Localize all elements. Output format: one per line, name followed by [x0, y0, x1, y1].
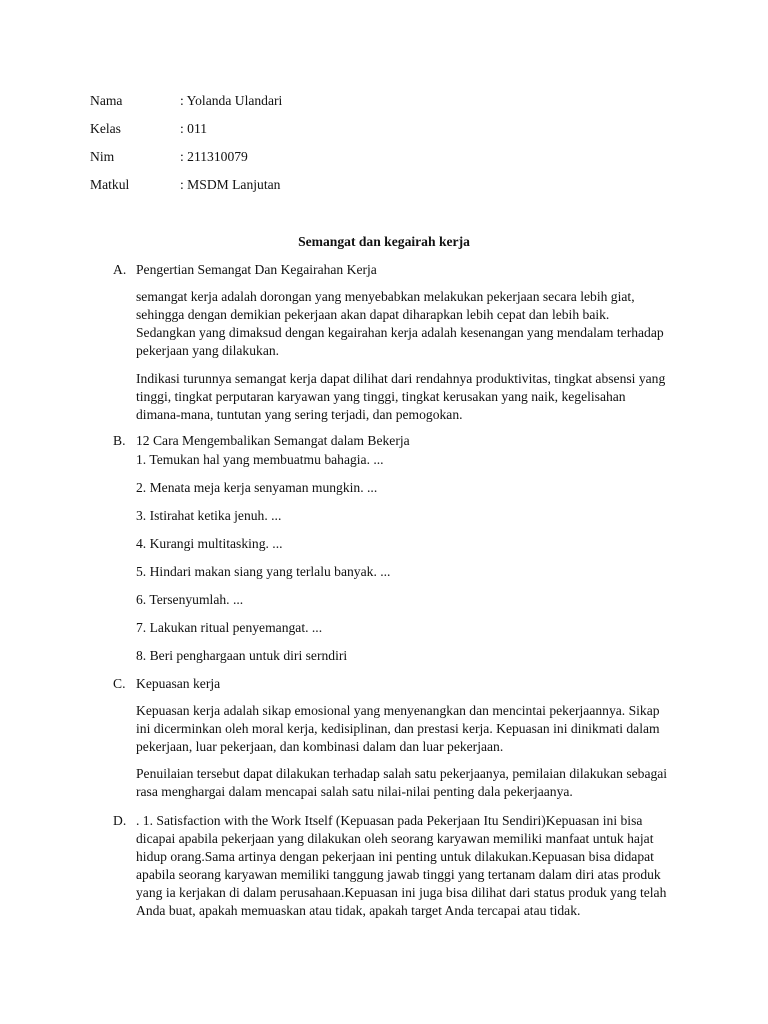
- section-b-letter: B.: [113, 433, 126, 448]
- list-item: 8. Beri penghargaan untuk diri serndiri: [136, 648, 348, 663]
- text-line: sehingga dengan demikian pekerjaan akan dapat diharapkan lebih cepat dan lebih baik.: [136, 307, 610, 322]
- text-line: pekerjaan, luar pekerjaan, dan kombinasi dalam dan luar pekerjaan.: [136, 739, 504, 754]
- list-item: 2. Menata meja kerja senyaman mungkin. ...: [136, 480, 378, 495]
- text-line: pekerjaan yang dilakukan.: [136, 343, 280, 358]
- section-d-letter: D.: [113, 813, 127, 828]
- section-a-paragraph-1: [136, 288, 676, 360]
- section-c-paragraph-2: [136, 765, 676, 801]
- text-line: hidup orang.Sama artinya dengan pekerjaan ini penting untuk dilakukan.Kepuasan bisa didapat: [136, 849, 654, 864]
- text-line: Sedangkan yang dimaksud dengan kegairahan kerja adalah kesenangan yang mendalam terhadap: [136, 325, 664, 340]
- section-a-heading: Pengertian Semangat Dan Kegairahan Kerja: [136, 262, 377, 277]
- text-line: . 1. Satisfaction with the Work Itself (Kepuasan pada Pekerjaan Itu Sendiri)Kepuasan ini bisa: [136, 813, 643, 828]
- info-value: : 211310079: [180, 149, 248, 164]
- text-line: Penuilaian tersebut dapat dilakukan terhadap salah satu pekerjaanya, pemilaian dilakukan sebagai: [136, 766, 668, 781]
- list-item: 6. Tersenyumlah. ...: [136, 592, 244, 607]
- text-line: tinggi, tingkat perputaran karyawan yang tinggi, tingkat kerusakan yang naik, kegelisahan: [136, 389, 626, 404]
- document-title: Semangat dan kegairah kerja: [298, 234, 470, 249]
- text-line: semangat kerja adalah dorongan yang menyebabkan melakukan pekerjaan secara lebih giat,: [136, 289, 635, 304]
- list-item: 7. Lakukan ritual penyemangat. ...: [136, 620, 323, 635]
- text-line: yang ia kerjakan di dalam perusahaan.Kepuasan ini juga bisa dilihat dari status produk yang telah: [136, 885, 667, 900]
- list-item: 1. Temukan hal yang membuatmu bahagia. ...: [136, 452, 384, 467]
- section-d-paragraph: [136, 812, 676, 920]
- section-c-heading: Kepuasan kerja: [136, 676, 221, 691]
- info-label: Nama: [90, 93, 123, 108]
- info-label: Matkul: [90, 177, 130, 192]
- info-label: Nim: [90, 149, 115, 164]
- section-c-letter: C.: [113, 676, 126, 691]
- info-value: : Yolanda Ulandari: [180, 93, 283, 108]
- list-item: 4. Kurangi multitasking. ...: [136, 536, 283, 551]
- text-line: Indikasi turunnya semangat kerja dapat dilihat dari rendahnya produktivitas, tingkat absensi yang: [136, 371, 666, 386]
- list-item: 3. Istirahat ketika jenuh. ...: [136, 508, 282, 523]
- text-line: ini dicerminkan oleh moral kerja, kedisiplinan, dan prestasi kerja. Kepuasan ini dinikmati dalam: [136, 721, 660, 736]
- text-line: dicapai apabila pekerjaan yang dilakukan oleh seorang karyawan memiliki manfaat untuk hajat: [136, 831, 654, 846]
- info-value: : MSDM Lanjutan: [180, 177, 281, 192]
- section-a-paragraph-2: [136, 370, 676, 424]
- section-b-heading: 12 Cara Mengembalikan Semangat dalam Bekerja: [136, 433, 410, 448]
- info-value: : 011: [180, 121, 208, 136]
- section-c-paragraph-1: [136, 702, 676, 756]
- section-a-letter: A.: [113, 262, 127, 277]
- text-line: Kepuasan kerja adalah sikap emosional yang menyenangkan dan mencintai pekerjaannya. Sikap: [136, 703, 660, 718]
- text-line: apabila seorang karyawan memiliki tanggung jawab tinggi yang tertanam dalam diri atas produk: [136, 867, 661, 882]
- text-line: dimana-mana, tuntutan yang sering terjadi, dan pemogokan.: [136, 407, 463, 422]
- text-line: rasa menghargai dalam mencapai salah satu nilai-nilai penting dala pekerjaanya.: [136, 784, 573, 799]
- text-line: Anda buat, apakah memuaskan atau tidak, apakah target Anda tercapai atau tidak.: [136, 903, 581, 918]
- info-label: Kelas: [90, 121, 121, 136]
- list-item: 5. Hindari makan siang yang terlalu banyak. ...: [136, 564, 391, 579]
